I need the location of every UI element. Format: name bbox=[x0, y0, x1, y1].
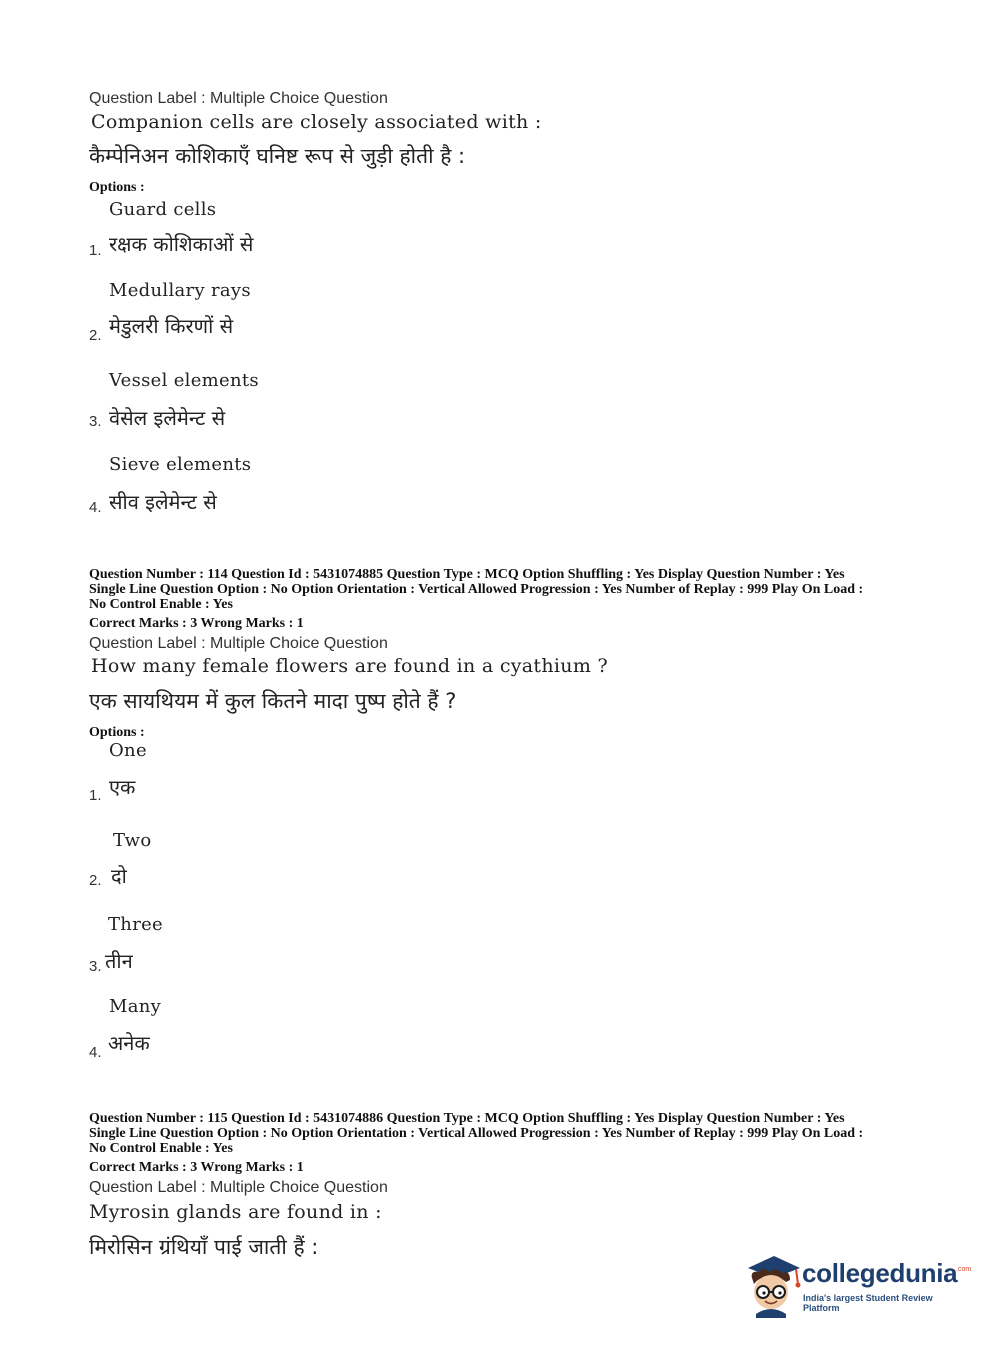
logo-wordmark: collegedunia bbox=[802, 1258, 958, 1288]
mascot-icon bbox=[740, 1248, 804, 1318]
logo-tagline: India's largest Student Review Platform bbox=[803, 1293, 933, 1313]
option-number: 1. bbox=[89, 787, 102, 804]
options-heading: Options : bbox=[89, 180, 145, 195]
option-hindi: दो bbox=[111, 864, 127, 888]
option-number: 1. bbox=[89, 242, 102, 259]
option-english: One bbox=[109, 740, 147, 761]
option-hindi: तीन bbox=[105, 949, 133, 973]
question-meta-line: Question Number : 114 Question Id : 5431074885 Question Type : MCQ Option Shuffling : Yes Display Question Number : Yes bbox=[89, 567, 845, 582]
question-text-hindi: एक सायथियम में कुल कितने मादा पुष्प होते हैं ? bbox=[89, 689, 457, 713]
option-english: Two bbox=[113, 830, 152, 851]
question-label: Question Label : Multiple Choice Question bbox=[89, 1179, 388, 1196]
option-english: Medullary rays bbox=[109, 280, 251, 301]
option-english: Many bbox=[109, 996, 162, 1017]
option-hindi: वेसेल इलेमेन्ट से bbox=[109, 406, 226, 430]
options-heading: Options : bbox=[89, 725, 145, 740]
option-number: 4. bbox=[89, 499, 102, 516]
logo-domain-suffix: .com bbox=[956, 1266, 972, 1273]
option-english: Sieve elements bbox=[109, 454, 252, 475]
option-hindi: अनेक bbox=[108, 1031, 150, 1055]
marks-line: Correct Marks : 3 Wrong Marks : 1 bbox=[89, 1160, 304, 1175]
option-number: 2. bbox=[89, 327, 102, 344]
question-text-english: How many female flowers are found in a cyathium ? bbox=[91, 655, 608, 677]
question-meta-line: No Control Enable : Yes bbox=[89, 1141, 233, 1156]
collegedunia-logo bbox=[740, 1248, 970, 1320]
question-text-hindi: कैम्पेनिअन कोशिकाएँ घनिष्ट रूप से जुड़ी होती है : bbox=[89, 144, 466, 168]
option-hindi: मेडुलरी किरणों से bbox=[109, 314, 234, 338]
option-hindi: एक bbox=[109, 775, 136, 799]
option-number: 2. bbox=[89, 872, 102, 889]
option-english: Vessel elements bbox=[109, 370, 259, 391]
option-hindi: रक्षक कोशिकाओं से bbox=[109, 232, 254, 256]
option-hindi: सीव इलेमेन्ट से bbox=[109, 490, 217, 514]
option-english: Guard cells bbox=[109, 199, 217, 220]
question-label: Question Label : Multiple Choice Question bbox=[89, 90, 388, 107]
question-text-english: Companion cells are closely associated with : bbox=[91, 111, 542, 133]
option-number: 3. bbox=[89, 958, 102, 975]
question-meta-line: Single Line Question Option : No Option Orientation : Vertical Allowed Progression : Yes Number of Replay : 999 Play On Load : bbox=[89, 582, 864, 597]
option-english: Three bbox=[108, 914, 164, 935]
question-meta-line: Single Line Question Option : No Option Orientation : Vertical Allowed Progression : Yes Number of Replay : 999 Play On Load : bbox=[89, 1126, 864, 1141]
question-meta-line: No Control Enable : Yes bbox=[89, 597, 233, 612]
option-number: 4. bbox=[89, 1044, 102, 1061]
question-text-hindi: मिरोसिन ग्रंथियाँ पाई जाती हैं : bbox=[89, 1235, 319, 1259]
option-number: 3. bbox=[89, 413, 102, 430]
question-label: Question Label : Multiple Choice Question bbox=[89, 635, 388, 652]
question-meta-line: Question Number : 115 Question Id : 5431074886 Question Type : MCQ Option Shuffling : Yes Display Question Number : Yes bbox=[89, 1111, 845, 1126]
marks-line: Correct Marks : 3 Wrong Marks : 1 bbox=[89, 616, 304, 631]
question-text-english: Myrosin glands are found in : bbox=[89, 1201, 382, 1223]
